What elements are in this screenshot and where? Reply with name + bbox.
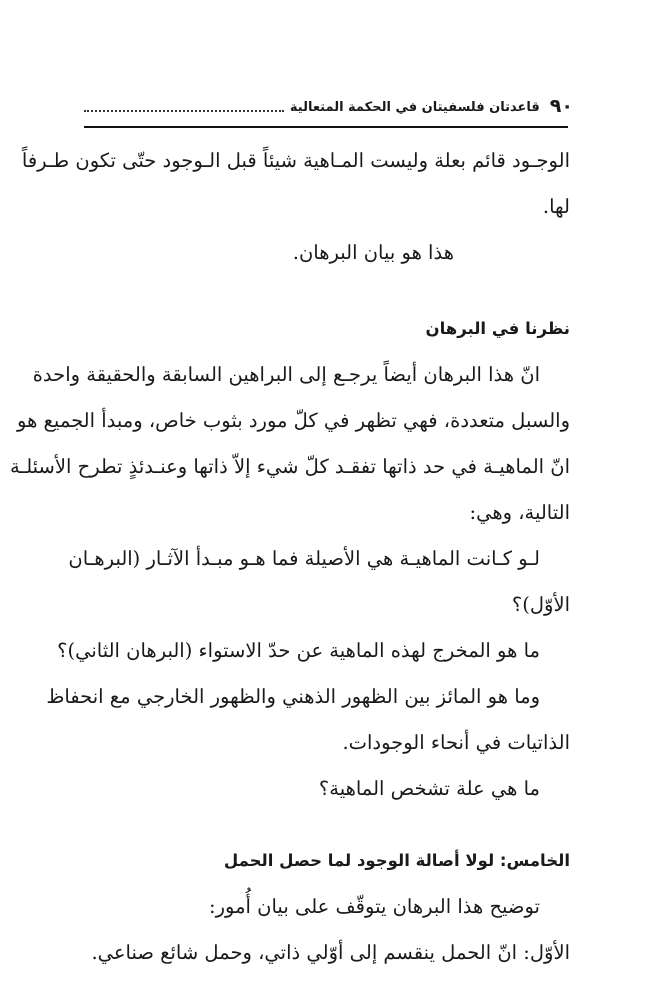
body-line: الذاتيات في أنحاء الوجودات. [342,731,570,754]
book-title: قاعدتان فلسفيتان في الحكمة المتعالية [289,100,540,115]
body-line: وما هو المائز بين الظهور الذهني والظهور الخارجي مع انحفاظ [46,685,540,708]
body-line: ما هو المخرج لهذه الماهية عن حدّ الاستواء (البرهان الثاني)؟ [57,639,540,662]
body-line: ما هي علة تشخص الماهية؟ [318,777,540,800]
body-line: لـو كـانت الماهيـة هي الأصيلة فما هـو مبـدأ الآثـار (البرهـان [68,547,540,570]
body-line: انّ هذا البرهان أيضاً يرجـع إلى البراهين السابقة والحقيقة واحدة [32,363,540,386]
body-line: لها. [542,195,570,218]
page-number: ٩٠ [549,95,573,117]
body-line: انّ الماهيـة في حد ذاتها تفقـد كلّ شيء إلاّ ذاتها وعنـدئذٍ تطرح الأسئلـة [10,455,570,478]
body-line: هذا هو بيان البرهان. [292,241,454,264]
dotted-leader [84,110,284,112]
section-gap [86,812,570,838]
body-line: التالية، وهي: [469,501,570,524]
section-gap [86,276,570,306]
body-line: والسبل متعددة، فهي تظهر في كلّ مورد بثوب خاص، ومبدأ الجميع هو [17,409,570,432]
header-rule [84,126,568,128]
section-heading: نظرنا في البرهان [425,319,570,338]
running-header [84,86,573,116]
page-body [10,138,570,976]
body-line: الأوّل: انّ الحمل ينقسم إلى أوّلي ذاتي، وحمل شائع صناعي. [91,941,570,964]
body-line: الوجـود قائم بعلة وليست المـاهية شيئاً قبل الـوجود حتّى تكون طـرفاً [21,149,570,172]
section-heading: الخامس: لولا أصالة الوجود لما حصل الحمل [223,851,570,870]
body-line: توضيح هذا البرهان يتوقّف على بيان أُمور: [209,895,540,918]
body-line: الأوّل)؟ [511,593,570,616]
